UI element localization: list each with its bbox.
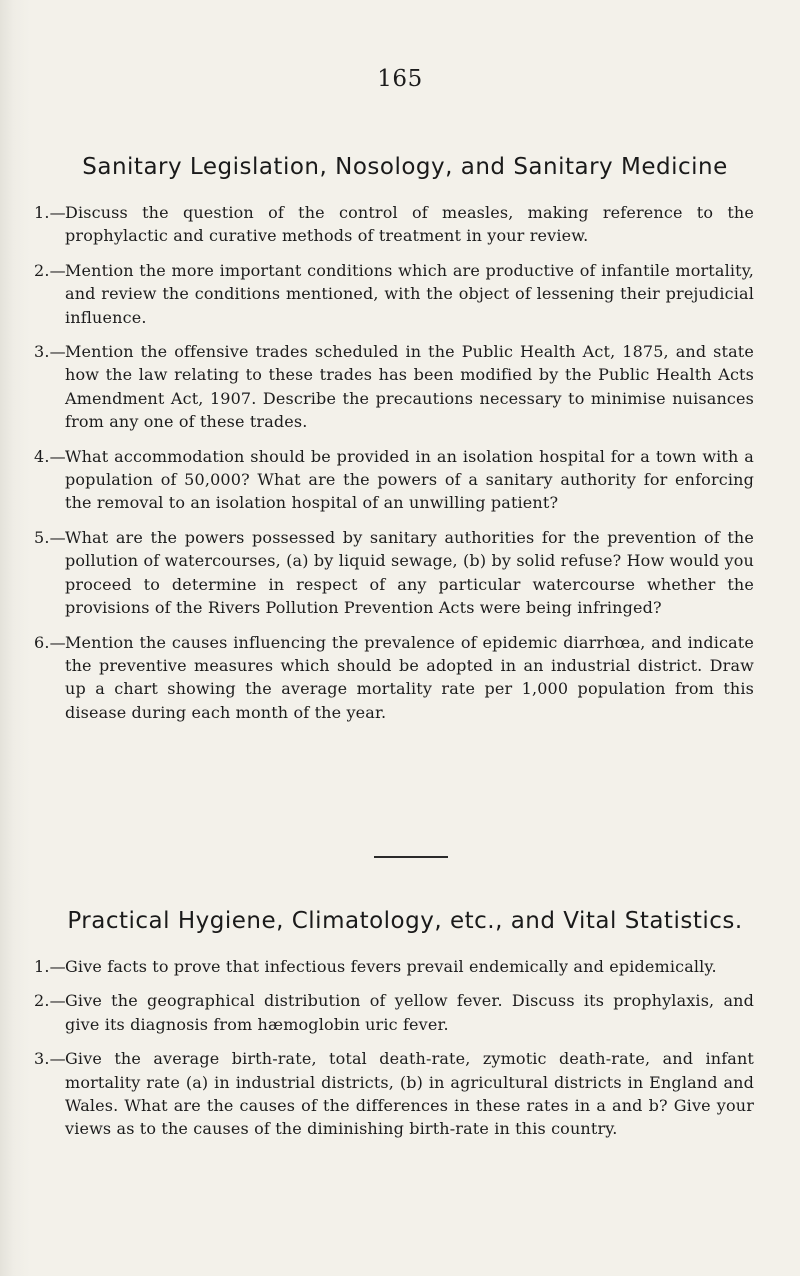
question-item [34,1047,754,1141]
question-item [34,989,754,1036]
question-item [34,340,754,434]
question-list-practical-hygiene [34,955,754,1152]
question-item [34,445,754,515]
section-divider [374,856,448,858]
question-item [34,955,754,978]
question-text: Give the geographical distribution of yellow fever. Discuss its prophylaxis, and give its diagnosis from hæmoglobin uric fever. [65,991,754,1034]
question-text: Mention the more important conditions which are productive of infantile mortality, and review the conditions mentioned, with the object of lessening their prejudicial influence. [65,260,754,327]
page-number: 165 [377,66,423,92]
question-text: Discuss the question of the control of measles, making reference to the prophylactic and curative methods of treatment in your review. [65,203,754,246]
section-heading-practical-hygiene: Practical Hygiene, Climatology, etc., and Vital Statistics. [67,908,743,935]
question-number: 2.— [34,260,66,280]
question-number: 3.— [34,342,66,362]
question-text: Mention the causes influencing the prevalence of epidemic diarrhœa, and indicate the preventive measures which should be adopted in an industrial district. Draw up a chart showing the average mortality rate per 1,000 population from this disease during each month of the year. [65,632,754,722]
question-number: 4.— [34,446,66,466]
question-number: 3.— [34,1049,66,1069]
question-item [34,259,754,329]
section-heading-sanitary-legislation: Sanitary Legislation, Nosology, and Sanitary Medicine [82,154,728,181]
question-text: What accommodation should be provided in an isolation hospital for a town with a population of 50,000? What are the powers of a sanitary authority for enforcing the removal to an isolation hospital of an unwilling patient? [65,446,754,513]
question-item [34,631,754,725]
question-number: 1.— [34,957,66,976]
question-item [34,526,754,620]
question-text: What are the powers possessed by sanitary authorities for the prevention of the pollution of watercourses, (a) by liquid sewage, (b) by solid refuse? How would you proceed to determine in respect of any particular watercourse whether the provisions of the Rivers Pollution Prevention Acts were being infringed? [65,527,754,618]
question-number: 1.— [34,203,66,222]
question-text: Mention the offensive trades scheduled in the Public Health Act, 1875, and state how the law relating to these trades has been modified by the Public Health Acts Amendment Act, 1907. Describe the precautions necessary to minimise nuisances from any one of these trades. [65,342,754,432]
question-item [34,201,754,248]
question-text: Give facts to prove that infectious fevers prevail endemically and epidemically. [65,957,717,976]
question-number: 6.— [34,632,66,652]
question-text: Give the average birth-rate, total death-rate, zymotic death-rate, and infant mortality rate (a) in industrial districts, (b) in agricultural districts in England and Wales. What are the causes of the differences in these rates in a and b? Give your views as to the causes of the diminishing birth-rate in this country. [65,1049,754,1139]
question-number: 5.— [34,527,66,547]
question-number: 2.— [34,991,66,1011]
question-list-sanitary-legislation [34,201,754,735]
